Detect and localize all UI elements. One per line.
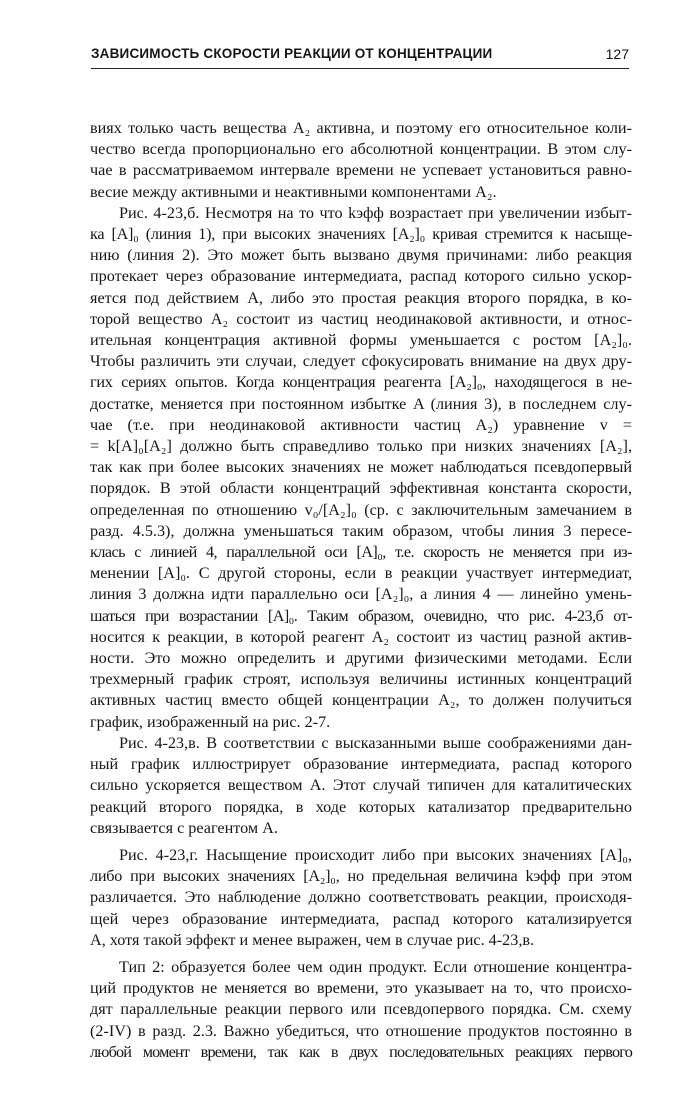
text-line: ительная концентрация активной формы уменьшается с ростом [A₂]₀. bbox=[90, 331, 632, 350]
text-line: клась с линией 4, параллельной оси [A]₀, т.е. скорость не меняется при из- bbox=[90, 543, 632, 562]
text-line: ций продуктов не меняется во времени, это указывает на то, что происхо- bbox=[90, 979, 632, 998]
text-line: линия 3 должна идти параллельно оси [A₂]₀, а линия 4 — линейно умень- bbox=[90, 585, 632, 604]
text-line: либо при высоких значениях [A₂]₀, но предельная величина kэфф при этом bbox=[90, 867, 632, 886]
text-line: протекает через образование интермедиата, распад которого сильно ускор- bbox=[90, 267, 632, 286]
text-line: яется под действием A, либо это простая реакция второго порядка, в ко- bbox=[90, 288, 632, 307]
text-line: реакций второго порядка, в ходе которых катализатор предварительно bbox=[90, 797, 632, 816]
text-line: так как при более высоких значениях не может наблюдаться псевдопервый bbox=[90, 458, 632, 477]
text-line: гих сериях опытов. Когда концентрация реагента [A₂]₀, находящегося в не- bbox=[90, 373, 632, 392]
text-line: Тип 2: образуется более чем один продукт. Если отношение концентра- bbox=[119, 957, 632, 976]
text-line: торой вещество A₂ состоит из частиц неодинаковой активности, и относ- bbox=[90, 309, 632, 328]
text-line: чае в рассматриваемом интервале времени не успевает установиться равно- bbox=[90, 161, 632, 180]
page-number: 127 bbox=[605, 46, 629, 62]
text-line: Чтобы различить эти случаи, следует сфокусировать внимание на двух дру- bbox=[90, 352, 632, 371]
text-line: нию (линия 2). Это может быть вызвано двумя причинами: либо реакция bbox=[90, 246, 632, 265]
text-line: весие между активными и неактивными компонентами A₂. bbox=[90, 182, 497, 201]
text-line: щей через образование интермедиата, распад которого катализируется bbox=[90, 909, 632, 928]
text-line: носится к реакции, в которой реагент A₂ состоит из частиц разной актив- bbox=[90, 627, 632, 646]
text-line: Рис. 4-23,г. Насыщение происходит либо при высоких значениях [A]₀, bbox=[119, 845, 632, 864]
text-line: ка [A]₀ (линия 1), при высоких значениях [A₂]₀ кривая стремится к насыще- bbox=[90, 225, 632, 244]
body-text bbox=[90, 118, 632, 1063]
text-line: A, хотя такой эффект и менее выражен, чем в случае рис. 4-23,в. bbox=[90, 930, 535, 949]
page-header bbox=[91, 46, 629, 69]
text-line: шаться при возрастании [A]₀. Таким образом, очевидно, что рис. 4-23,б от- bbox=[90, 606, 632, 625]
text-line: виях только часть вещества A₂ активна, и поэтому его относительное коли- bbox=[90, 119, 632, 137]
text-line: менении [A]₀. С другой стороны, если в реакции участвует интермедиат, bbox=[90, 564, 632, 583]
text-line: любой момент времени, так как в двух последовательных реакциях первого bbox=[90, 1042, 632, 1061]
text-line: достатке, меняется при постоянном избытке A (линия 3), в последнем слу- bbox=[90, 394, 632, 413]
text-line: сильно ускоряется веществом A. Этот случай типичен для каталитических bbox=[90, 776, 632, 795]
text-line: различается. Это наблюдение должно соответствовать реакции, происходя- bbox=[90, 888, 632, 907]
text-line: дят параллельные реакции первого или псевдопервого порядка. См. схему bbox=[90, 1000, 632, 1019]
text-line: чество всегда пропорционально его абсолютной концентрации. В этом слу- bbox=[90, 140, 632, 159]
text-line: ный график иллюстрирует образование интермедиата, распад которого bbox=[90, 755, 632, 774]
text-line: чае (т.е. при неодинаковой активности частиц A₂) уравнение v = bbox=[90, 415, 632, 434]
text-line: разд. 4.5.3), должна уменьшаться таким образом, чтобы линия 3 пересе- bbox=[90, 521, 632, 540]
text-line: график, изображенный на рис. 2-7. bbox=[90, 712, 331, 731]
text-line: порядок. В этой области концентраций эффективная константа скорости, bbox=[90, 479, 632, 498]
text-line: = k[A]₀[A₂] должно быть справедливо только при низких значениях [A₂], bbox=[90, 437, 632, 456]
text-line: активных частиц вместо общей концентрации A₂, то должен получиться bbox=[90, 691, 632, 710]
text-line: Рис. 4-23,б. Несмотря на то что kэфф возрастает при увеличении избыт- bbox=[119, 203, 632, 222]
text-line: ности. Это можно определить и другими физическими методами. Если bbox=[90, 649, 632, 668]
text-line: Рис. 4-23,в. В соответствии с высказанными выше соображениями дан- bbox=[119, 733, 632, 752]
text-line: (2-IV) в разд. 2.3. Важно убедиться, что отношение продуктов постоянно в bbox=[90, 1021, 632, 1040]
text-line: определенная по отношению v₀/[A₂]₀ (ср. с заключительным замечанием в bbox=[90, 500, 632, 519]
running-title: ЗАВИСИМОСТЬ СКОРОСТИ РЕАКЦИИ ОТ КОНЦЕНТРАЦИИ bbox=[91, 46, 493, 61]
text-line: связывается с реагентом A. bbox=[90, 818, 278, 837]
text-line: трехмерный график строят, используя величины истинных концентраций bbox=[90, 670, 632, 689]
